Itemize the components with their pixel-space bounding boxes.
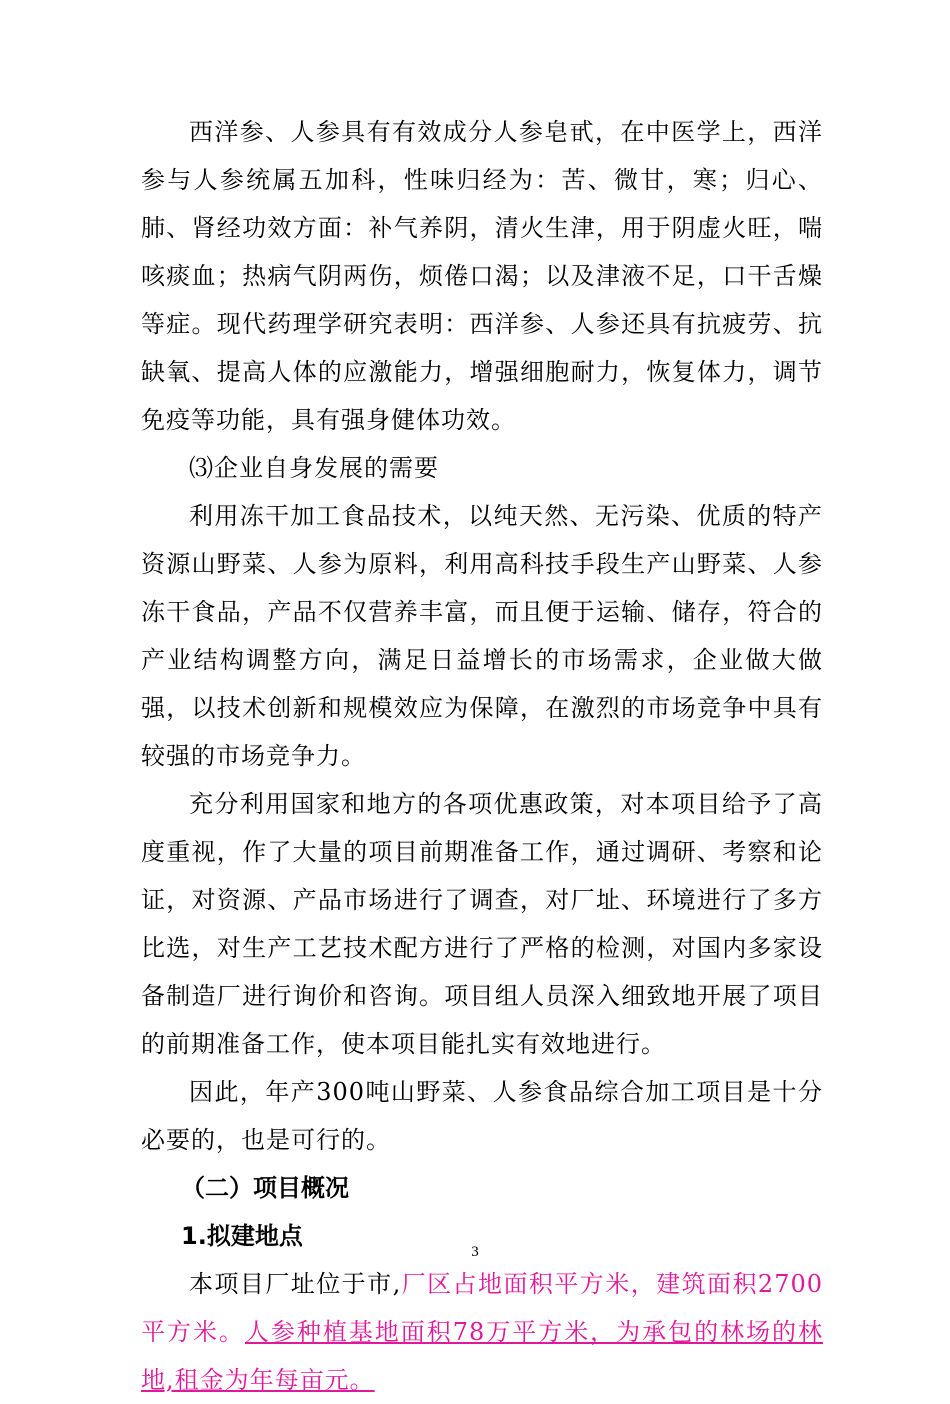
location-underlined-highlight-text: 人参种植基地面积78万平方米，为承包的林场的林地,租金为年每亩元。: [141, 1318, 823, 1394]
paragraph-enterprise-needs-heading: ⑶企业自身发展的需要: [189, 454, 439, 482]
paragraph-conclusion: 因此，年产300吨山野菜、人参食品综合加工项目是十分必要的，也是可行的。: [141, 1078, 823, 1154]
location-prefix: 本项目厂址位于市,: [189, 1270, 402, 1298]
page-number: 3: [471, 1244, 479, 1260]
paragraph-location: [141, 1260, 823, 1404]
subsection-heading-location: 1.拟建地点: [181, 1222, 303, 1250]
section-heading-project-overview: （二）项目概况: [181, 1174, 349, 1202]
page-content: [141, 108, 823, 1404]
location-highlight-text: 厂区占地面积平方米，建筑面积2700平方米。: [141, 1270, 824, 1346]
paragraph-policy-preparation: 充分利用国家和地方的各项优惠政策，对本项目给予了高度重视，作了大量的项目前期准备工作，通过调研、考察和论证，对资源、产品市场进行了调查，对厂址、环境进行了多方比选，对生产工艺技术配方进行了严格的检测，对国内多家设备制造厂进行询价和咨询。项目组人员深入细致地开展了项目的前期准备工作，使本项目能扎实有效地进行。: [141, 790, 823, 1058]
paragraph-ginseng-efficacy: 西洋参、人参具有有效成分人参皂甙，在中医学上，西洋参与人参统属五加科，性味归经为：苦、微甘，寒；归心、肺、肾经功效方面：补气养阴，清火生津，用于阴虚火旺，喘咳痰血；热病气阴两伤，烦倦口渴；以及津液不足，口干舌燥等症。现代药理学研究表明：西洋参、人参还具有抗疲劳、抗缺氧、提高人体的应激能力，增强细胞耐力，恢复体力，调节免疫等功能，具有强身健体功效。: [141, 118, 823, 434]
paragraph-freeze-dry-technology: 利用冻干加工食品技术，以纯天然、无污染、优质的特产资源山野菜、人参为原料，利用高科技手段生产山野菜、人参冻干食品，产品不仅营养丰富，而且便于运输、储存，符合的产业结构调整方向，满足日益增长的市场需求，企业做大做强，以技术创新和规模效应为保障，在激烈的市场竞争中具有较强的市场竞争力。: [141, 502, 823, 770]
